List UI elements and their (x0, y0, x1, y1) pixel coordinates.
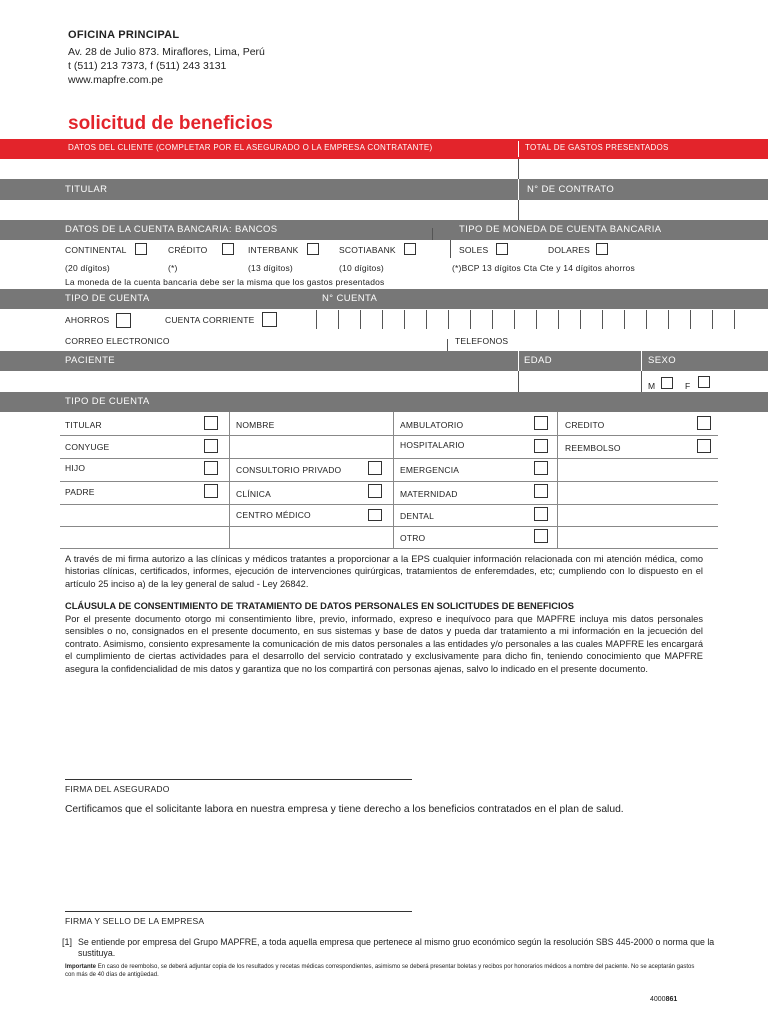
clause-title: CLÁUSULA DE CONSENTIMIENTO DE TRATAMIENTO DE DATOS PERSONALES EN SOLICITUDES DE BENEFICIOS (65, 601, 574, 611)
form-code-prefix: 4000 (650, 996, 666, 1003)
provider-clinica-checkbox[interactable] (368, 484, 382, 498)
bank-interbank-checkbox[interactable] (307, 243, 319, 255)
patient-label: PACIENTE (65, 355, 116, 366)
footnote-mark: [1] (62, 937, 73, 947)
account-type-bar (0, 289, 768, 309)
office-address: Av. 28 de Julio 873. Miraflores, Lima, Perú (68, 46, 265, 58)
currency-dolares-checkbox[interactable] (596, 243, 608, 255)
authorization-text: A través de mi firma autorizo a las clínicas y médicos tratantes a proporcionar a la EPS cualquier información relacionada con mi atención médica, como historias clínicas, certificados, informes, ejecución de intervenciones quirúrgicas, tratamientos de enferemdades, etc; cumpliendo con lo dispuesto en el artículo 25 inciso a) de la ley general de salud - Ley 26842. (65, 554, 703, 589)
bank-continental-checkbox[interactable] (135, 243, 147, 255)
provider-nombre-label: NOMBRE (236, 420, 275, 430)
footnote-text: Se entiende por empresa del Grupo MAPFRE, a toda aquella empresa que pertenece al mismo gruo económico según la resolución SBS 445-2000 o norma que la sustituya. (78, 937, 715, 958)
total-expenses-header: TOTAL DE GASTOS PRESENTADOS (525, 143, 669, 152)
provider-centro-label: CENTRO MÉDICO (236, 510, 311, 520)
pay-reembolso-checkbox[interactable] (697, 439, 711, 453)
care-emergencia-checkbox[interactable] (534, 461, 548, 475)
sex-f-label: F (685, 381, 691, 391)
important-text: En caso de reembolso, se deberá adjuntar copia de los resultados y recetas médicas correspondientes, asimismo se deberá presentar boletas y recibos por honorarios médicos a nombre del paciente. No se aceptarán gastos con más de 40 días de antigüedad. (65, 964, 695, 978)
account-ahorros-label: AHORROS (65, 315, 110, 325)
care-dental-checkbox[interactable] (534, 507, 548, 521)
bank-continental-note: (20 dígitos) (65, 263, 110, 273)
bank-scotiabank-checkbox[interactable] (404, 243, 416, 255)
care-ambulatorio-checkbox[interactable] (534, 416, 548, 430)
rel-hijo-checkbox[interactable] (204, 461, 218, 475)
bank-interbank-note: (13 dígitos) (248, 263, 293, 273)
care-maternidad-label: MATERNIDAD (400, 489, 458, 499)
rel-titular-checkbox[interactable] (204, 416, 218, 430)
bcp-note: (*)BCP 13 dígitos Cta Cte y 14 dígitos ahorros (452, 263, 635, 273)
provider-centro-checkbox[interactable] (368, 509, 382, 521)
pay-credito-label: CREDITO (565, 420, 605, 430)
care-otro-label: OTRO (400, 533, 426, 543)
email-label: CORREO ELECTRONICO (65, 336, 170, 346)
bank-credito-label: CRÉDITO (168, 245, 208, 255)
rel-conyuge-checkbox[interactable] (204, 439, 218, 453)
important-label: Importante (65, 964, 97, 970)
office-website[interactable]: www.mapfre.com.pe (68, 74, 164, 86)
account-number-header: N° CUENTA (322, 293, 378, 304)
form-title: solicitud de beneficios (68, 113, 273, 134)
bank-interbank-label: INTERBANK (248, 245, 299, 255)
titular-bar (0, 179, 768, 200)
rel-padre-checkbox[interactable] (204, 484, 218, 498)
account-number-input[interactable] (316, 310, 768, 329)
rel-hijo-label: HIJO (65, 463, 86, 473)
patient-bar (0, 351, 768, 371)
account-ahorros-checkbox[interactable] (116, 313, 131, 328)
currency-header: TIPO DE MONEDA DE CUENTA BANCARIA (459, 224, 662, 235)
office-title: OFICINA PRINCIPAL (68, 29, 180, 41)
pay-credito-checkbox[interactable] (697, 416, 711, 430)
bank-scotiabank-label: SCOTIABANK (339, 245, 396, 255)
form-code (650, 996, 677, 1003)
sex-label: SEXO (648, 355, 676, 366)
form-code-suffix: 861 (665, 996, 678, 1003)
bank-note: La moneda de la cuenta bancaria debe ser la misma que los gastos presentados (65, 277, 385, 287)
client-data-bar (0, 139, 768, 159)
bank-header: DATOS DE LA CUENTA BANCARIA: BANCOS (65, 224, 278, 235)
bank-credito-checkbox[interactable] (222, 243, 234, 255)
currency-dolares-label: DOLARES (548, 245, 591, 255)
care-hospitalario-checkbox[interactable] (534, 439, 548, 453)
care-dental-label: DENTAL (400, 511, 435, 521)
titular-label: TITULAR (65, 184, 108, 195)
sex-f-checkbox[interactable] (698, 376, 710, 388)
office-phones: t (511) 213 7373, f (511) 243 3131 (68, 60, 227, 72)
phone-label: TELEFONOS (455, 336, 509, 346)
care-maternidad-checkbox[interactable] (534, 484, 548, 498)
sex-m-label: M (648, 381, 656, 391)
signature-company-label: FIRMA Y SELLO DE LA EMPRESA (65, 916, 205, 926)
currency-soles-checkbox[interactable] (496, 243, 508, 255)
bank-credito-note: (*) (168, 263, 178, 273)
care-hospitalario-label: HOSPITALARIO (400, 440, 465, 450)
client-data-header: DATOS DEL CLIENTE (COMPLETAR POR EL ASEGURADO O LA EMPRESA CONTRATANTE) (68, 143, 433, 152)
bank-scotiabank-note: (10 dígitos) (339, 263, 384, 273)
currency-soles-label: SOLES (459, 245, 489, 255)
clause-body: Por el presente documento otorgo mi consentimiento libre, previo, informado, expreso e inequívoco para que MAPFRE incluya mis datos personales sensibles o no, consignados en el presente documento, en sus sistemas y base de datos y pueda dar tratamiento a mi información en la jecueción del contrato. Asimismo, consiento expresamente la comunicación de mis datos personales a las entidades y/o personales a las cuales MAPFRE les encargará el cumplimiento de ciertas actividades para el desarrollo del servicio contratado y exclusivamente para dicho fin, teniendo conocimiento que MAPFRE asegura la confidencialidad de mis datos y garantiza que no los compartirá con personas ajenas, salvo lo indicado en el presente documento. (65, 614, 703, 674)
rel-titular-label: TITULAR (65, 420, 102, 430)
important-note (65, 963, 705, 979)
pay-reembolso-label: REEMBOLSO (565, 443, 621, 453)
account-type-header: TIPO DE CUENTA (65, 293, 150, 304)
account-corriente-label: CUENTA CORRIENTE (165, 315, 255, 325)
rel-padre-label: PADRE (65, 487, 95, 497)
provider-consultorio-label: CONSULTORIO PRIVADO (236, 465, 342, 475)
care-ambulatorio-label: AMBULATORIO (400, 420, 464, 430)
bank-bar (0, 220, 768, 240)
rel-conyuge-label: CONYUGE (65, 442, 110, 452)
sex-m-checkbox[interactable] (661, 377, 673, 389)
account-corriente-checkbox[interactable] (262, 312, 277, 327)
care-emergencia-label: EMERGENCIA (400, 465, 460, 475)
bank-continental-label: CONTINENTAL (65, 245, 127, 255)
certify-text: Certificamos que el solicitante labora en nuestra empresa y tiene derecho a los beneficios contratados en el plan de salud. (65, 804, 624, 815)
signature-insured-label: FIRMA DEL ASEGURADO (65, 784, 170, 794)
care-otro-checkbox[interactable] (534, 529, 548, 543)
account-type-bar-2 (0, 392, 768, 412)
age-label: EDAD (524, 355, 552, 366)
provider-clinica-label: CLÍNICA (236, 489, 271, 499)
contract-label: N° DE CONTRATO (527, 184, 615, 195)
provider-consultorio-checkbox[interactable] (368, 461, 382, 475)
account-type-header-2: TIPO DE CUENTA (65, 396, 150, 407)
